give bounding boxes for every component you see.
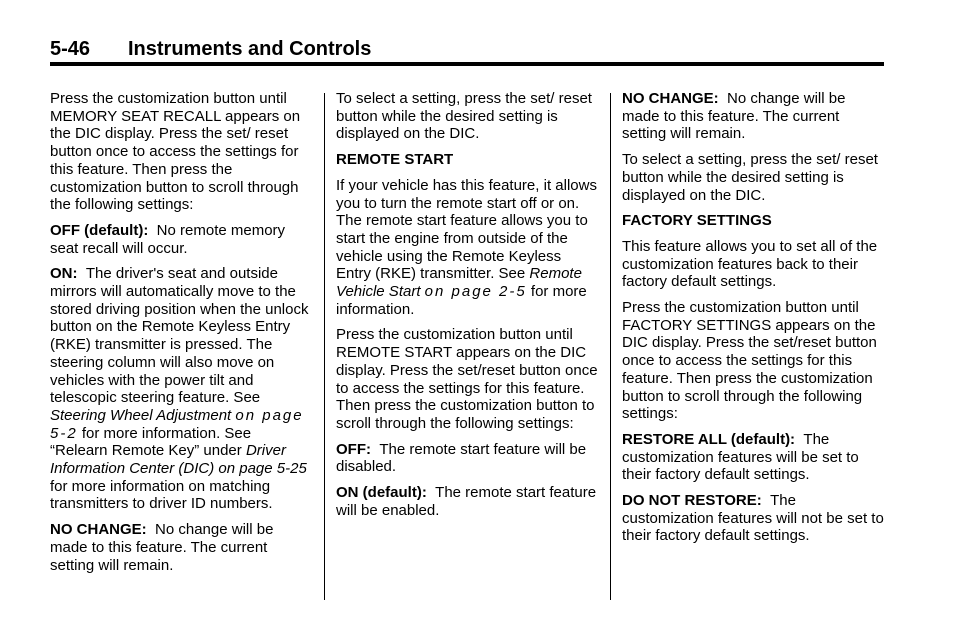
paragraph: Press the customization button until REMOTE START appears on the DIC display. Press the set/reset button once to access the settings for this feature. Then press the customization button to scroll through the following settings: bbox=[336, 326, 598, 432]
page-reference[interactable]: on page 5-25 bbox=[218, 460, 307, 478]
section-title: Instruments and Controls bbox=[128, 38, 372, 60]
description: No change will be made to this feature. The current setting will remain. bbox=[50, 521, 274, 574]
subheading-factory-settings: FACTORY SETTINGS bbox=[622, 212, 772, 230]
term: NO CHANGE: bbox=[622, 90, 719, 107]
paragraph: This feature allows you to set all of the customization features back to their factory default settings. bbox=[622, 237, 878, 291]
page-number: 5-46 bbox=[50, 38, 91, 60]
description: The driver's seat and outside mirrors will automatically move to the stored driving position when the unlock button on the Remote Keyless Entry (RKE) transmitter is pressed. The steering column will also move on vehicles with the power tilt and telescopic steering feature. See bbox=[50, 265, 309, 407]
term: ON: bbox=[50, 265, 78, 283]
column-divider-1 bbox=[324, 93, 325, 600]
page-reference[interactable]: on page 2-5 bbox=[424, 283, 527, 301]
setting-on-default bbox=[336, 484, 598, 519]
paragraph: Press the customization button until MEMORY SEAT RECALL appears on the DIC display. Press the set/ reset button once to access the settings for this feature. Then press the customization button to scroll through the following settings: bbox=[50, 90, 301, 214]
paragraph bbox=[336, 177, 598, 319]
page-header bbox=[50, 38, 884, 62]
setting-do-not-restore bbox=[622, 492, 884, 545]
description-cont: for more information. bbox=[336, 283, 587, 318]
subheading-remote-start: REMOTE START bbox=[336, 151, 454, 169]
column-2 bbox=[336, 90, 598, 527]
description-cont: for more information. See “Relearn Remote Key” under bbox=[50, 424, 252, 460]
term: DO NOT RESTORE: bbox=[622, 492, 762, 510]
column-3 bbox=[622, 90, 884, 553]
header-rule bbox=[50, 62, 884, 66]
term: RESTORE ALL (default): bbox=[622, 430, 796, 448]
term: NO CHANGE: bbox=[50, 521, 147, 539]
description-cont: for more information on matching transmitters to driver ID numbers. bbox=[50, 477, 273, 513]
setting-on bbox=[50, 265, 312, 513]
term: OFF (default): bbox=[50, 221, 149, 239]
cross-reference-link[interactable]: Remote Vehicle Start bbox=[336, 265, 582, 301]
description: The remote start feature will be disabled. bbox=[336, 440, 587, 476]
setting-no-change bbox=[50, 521, 312, 574]
description: No remote memory seat recall will occur. bbox=[50, 221, 286, 257]
term: OFF: bbox=[336, 440, 371, 458]
paragraph: To select a setting, press the set/ reset button while the desired setting is displayed on the DIC. bbox=[622, 151, 878, 204]
paragraph: To select a setting, press the set/ reset button while the desired setting is displayed on the DIC. bbox=[336, 90, 592, 143]
paragraph: Press the customization button until FACTORY SETTINGS appears on the DIC display. Press the set/reset button once to access the settings for this feature. Then press the customization button to scroll through the following settings: bbox=[622, 299, 877, 423]
setting-off bbox=[336, 441, 598, 476]
setting-off-default bbox=[50, 222, 312, 257]
cross-reference-link[interactable]: Steering Wheel Adjustment bbox=[50, 406, 232, 424]
column-1 bbox=[50, 90, 312, 582]
setting-restore-all bbox=[622, 431, 884, 484]
description: The customization features will not be set to their factory default settings. bbox=[622, 492, 884, 545]
description: The remote start feature will be enabled. bbox=[336, 484, 597, 519]
column-divider-2 bbox=[610, 93, 611, 600]
term: ON (default): bbox=[336, 484, 427, 502]
page-reference[interactable]: on page 5-2 bbox=[50, 406, 304, 442]
setting-no-change bbox=[622, 90, 884, 143]
cross-reference-link[interactable]: Driver Information Center (DIC) bbox=[50, 442, 286, 478]
description: If your vehicle has this feature, it allows you to turn the remote start off or on. The remote start feature allows you to start the engine from outside of the vehicle using the Remote Keyless Entry (RKE) transmitter. See bbox=[336, 176, 597, 283]
description: No change will be made to this feature. The current setting will remain. bbox=[622, 90, 846, 143]
description: The customization features will be set to their factory default settings. bbox=[622, 430, 859, 484]
